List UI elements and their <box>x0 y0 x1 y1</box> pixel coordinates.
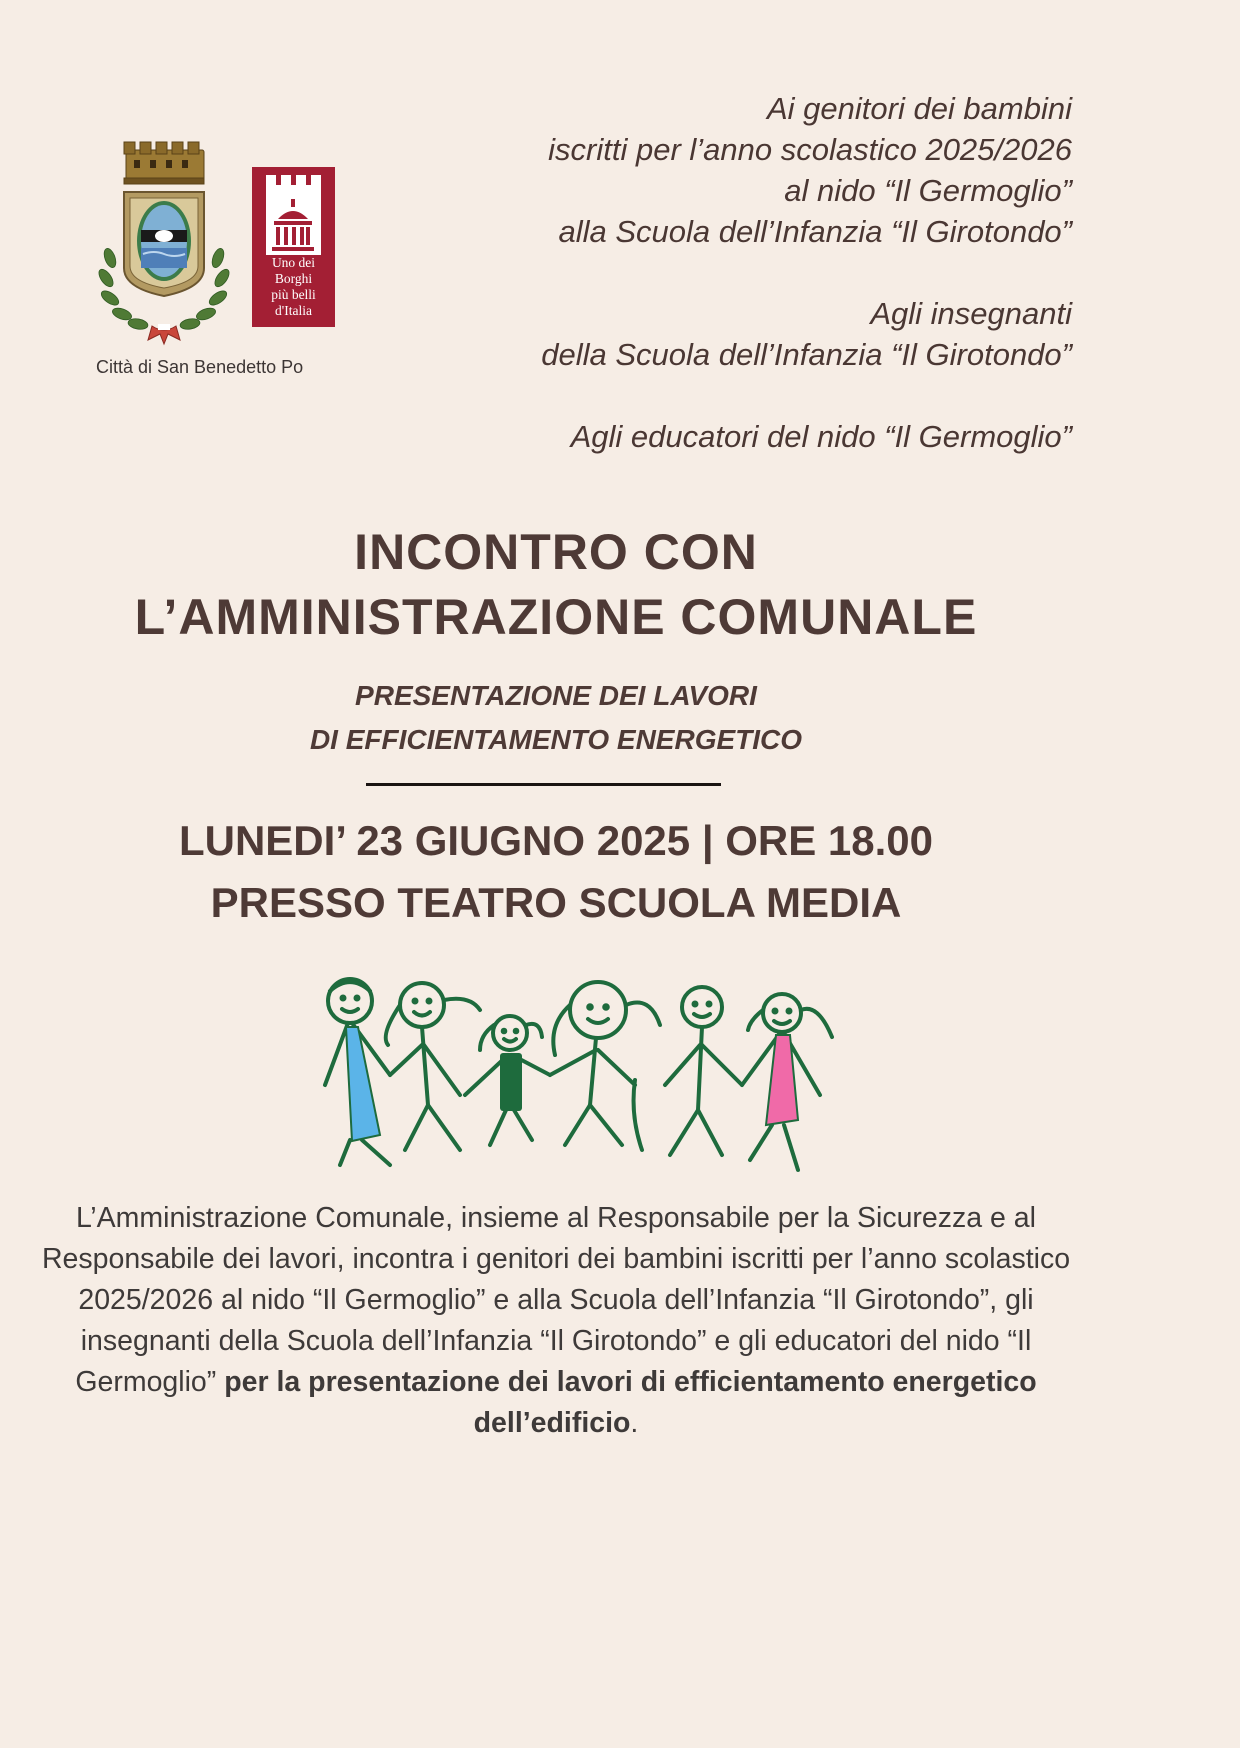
borghi-logo-text <box>252 255 335 319</box>
body-text-plain: L’Amministrazione Comunale, insieme al Responsabile per la Sicurezza e al Responsabile dei lavori, incontra i genitori dei bambini iscritti per l’anno scolastico 2025/2026 al nido “Il Germoglio” e alla Scuola dell’Infanzia “Il Girotondo”, gli insegnanti della Scuola dell’Infanzia “Il Girotondo” e gli educatori del nido “Il Germoglio” <box>41 1202 1071 1398</box>
family-stick-figures-icon <box>310 965 840 1180</box>
body-text <box>40 1198 1072 1444</box>
city-crest-logo <box>88 138 248 354</box>
spacer <box>432 375 1072 416</box>
borghi-piu-belli-logo <box>252 167 335 327</box>
body-text-bold: per la presentazione dei lavori di efficientamento energetico dell’edificio <box>224 1366 1037 1439</box>
recipient-line-6: della Scuola dell’Infanzia “Il Girotondo” <box>541 337 1072 372</box>
page-subtitle <box>0 674 1112 762</box>
body-text-end: . <box>630 1407 639 1439</box>
borghi-line-4: d'Italia <box>275 303 312 318</box>
recipient-line-1: Ai genitori dei bambini <box>766 91 1072 126</box>
recipient-line-4: alla Scuola dell’Infanzia “Il Girotondo” <box>558 214 1072 249</box>
body-paragraph <box>40 1198 1072 1444</box>
subtitle-line-2: DI EFFICIENTAMENTO ENERGETICO <box>309 724 803 755</box>
title-line-2: L’AMMINISTRAZIONE COMUNALE <box>134 589 978 645</box>
recipient-line-3: al nido “Il Germoglio” <box>784 173 1072 208</box>
borghi-line-1: Uno dei <box>271 255 316 270</box>
spacer <box>432 252 1072 293</box>
event-info <box>0 810 1112 934</box>
city-name-caption: Città di San Benedetto Po <box>96 357 304 377</box>
event-date-time: LUNEDI’ 23 GIUGNO 2025 | ORE 18.00 <box>178 817 934 864</box>
divider-line <box>366 783 721 786</box>
recipient-line-5: Agli insegnanti <box>870 296 1072 331</box>
recipient-line-2: iscritti per l’anno scolastico 2025/2026 <box>548 132 1072 167</box>
borghi-line-2: Borghi <box>274 271 313 286</box>
crest-icon <box>88 138 248 354</box>
title-line-1: INCONTRO CON <box>354 524 758 580</box>
page-title <box>0 520 1112 650</box>
family-illustration <box>310 965 840 1180</box>
recipient-line-7: Agli educatori del nido “Il Germoglio” <box>570 419 1072 454</box>
borghi-line-3: più belli <box>271 287 316 302</box>
tower-icon <box>264 175 323 255</box>
recipients-block <box>432 88 1072 457</box>
event-location: PRESSO TEATRO SCUOLA MEDIA <box>210 879 902 926</box>
subtitle-line-1: PRESENTAZIONE DEI LAVORI <box>355 680 757 711</box>
